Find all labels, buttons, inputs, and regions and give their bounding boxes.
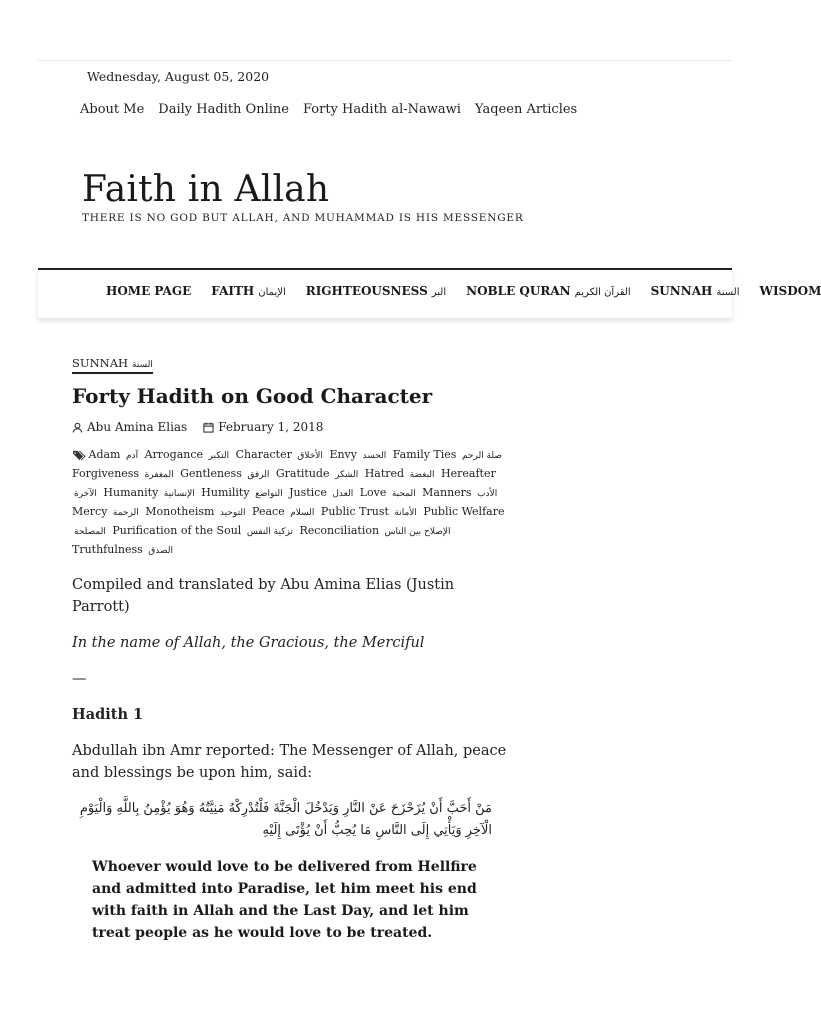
- main-nav-faith[interactable]: [211, 284, 285, 298]
- tag-link[interactable]: [145, 505, 245, 518]
- site-title[interactable]: Faith in Allah: [82, 169, 330, 210]
- tag-link[interactable]: [289, 486, 353, 499]
- tag-arabic: العدل: [332, 489, 354, 499]
- category-label: SUNNAH: [72, 356, 129, 370]
- tag-link[interactable]: [321, 505, 417, 518]
- top-nav-forty-hadith[interactable]: Forty Hadith al-Nawawi: [302, 102, 461, 117]
- tag-label: Character: [235, 448, 292, 461]
- tag-label: Mercy: [72, 505, 108, 518]
- tag-label: Hatred: [364, 467, 405, 480]
- main-nav-wisdom[interactable]: [759, 284, 821, 298]
- top-border: [38, 60, 732, 62]
- user-icon: [72, 422, 83, 433]
- calendar-icon: [203, 422, 214, 433]
- tag-label: Arrogance: [144, 448, 204, 461]
- main-nav-label: HOME PAGE: [106, 284, 192, 298]
- tag-label: Manners: [422, 486, 472, 499]
- tag-link[interactable]: [360, 486, 416, 499]
- header-date: Wednesday, August 05, 2020: [87, 69, 270, 84]
- author-link[interactable]: [72, 420, 187, 434]
- top-nav: [80, 102, 577, 117]
- hadith-translation: Whoever would love to be delivered from Hellfire and admitted into Paradise, let him meet his end with faith in Allah and the Last Day, and let him treat people as he would love to be treated.: [92, 859, 477, 941]
- tag-link[interactable]: [180, 467, 269, 480]
- main-nav-noble-quran[interactable]: [466, 284, 631, 298]
- tag-arabic: البغضة: [409, 470, 435, 480]
- tag-arabic: التواضع: [255, 489, 283, 499]
- tag-label: Public Welfare: [423, 505, 505, 518]
- tag-link[interactable]: [329, 448, 386, 461]
- tag-arabic: الآخرة: [74, 489, 97, 499]
- tag-arabic: المحبة: [391, 489, 416, 499]
- intro-text: Compiled and translated by Abu Amina Elias (Justin Parrott): [72, 577, 455, 615]
- tag-label: Reconciliation: [299, 524, 380, 537]
- tag-link[interactable]: [201, 486, 282, 499]
- tag-link[interactable]: [112, 524, 293, 537]
- tag-link[interactable]: [103, 486, 194, 499]
- tag-link[interactable]: [393, 448, 502, 461]
- main-nav-label: WISDOM: [759, 284, 821, 298]
- tag-list: [72, 446, 512, 560]
- tag-arabic: الحسد: [362, 451, 387, 461]
- main-nav-label: SUNNAH: [650, 284, 713, 298]
- article: [72, 352, 512, 944]
- tag-label: Gentleness: [180, 467, 242, 480]
- main-nav-arabic: البر: [431, 287, 447, 298]
- tag-arabic: تزكية النفس: [246, 527, 293, 537]
- tag-arabic: الرحمة: [112, 508, 139, 518]
- narration-text: Abdullah ibn Amr reported: The Messenger of Allah, peace and blessings be upon him, said:: [72, 743, 507, 781]
- tag-link[interactable]: [72, 505, 139, 518]
- main-nav-home[interactable]: [106, 284, 191, 298]
- article-meta: [72, 420, 512, 434]
- tag-link[interactable]: [72, 467, 174, 480]
- author-name: Abu Amina Elias: [87, 420, 188, 434]
- tag-arabic: التكبر: [208, 451, 230, 461]
- main-nav-sunnah[interactable]: [651, 284, 740, 298]
- article-title: Forty Hadith on Good Character: [72, 384, 433, 408]
- tag-label: Purification of the Soul: [112, 524, 242, 537]
- tag-arabic: الأخلاق: [297, 451, 323, 461]
- tag-arabic: الإصلاح بين الناس: [384, 527, 451, 537]
- tag-link[interactable]: [276, 467, 358, 480]
- main-nav-arabic: الإيمان: [258, 287, 286, 298]
- tag-label: Humility: [201, 486, 250, 499]
- tag-arabic: الأدب: [477, 489, 498, 499]
- tag-label: Forgiveness: [72, 467, 140, 480]
- tag-label: Love: [359, 486, 387, 499]
- bismillah-text: In the name of Allah, the Gracious, the Merciful: [72, 635, 425, 651]
- tag-link[interactable]: [422, 486, 497, 499]
- tag-link[interactable]: [72, 543, 173, 556]
- top-nav-about-me[interactable]: About Me: [80, 102, 145, 117]
- tag-arabic: السلام: [290, 508, 315, 518]
- tag-label: Public Trust: [320, 505, 389, 518]
- top-nav-daily-hadith[interactable]: Daily Hadith Online: [158, 102, 289, 117]
- site-branding: [82, 170, 524, 224]
- main-nav-bar: [38, 268, 821, 318]
- tag-arabic: الرفق: [247, 470, 270, 480]
- tag-link[interactable]: [299, 524, 450, 537]
- tag-arabic: الإنسانية: [163, 489, 195, 499]
- tag-arabic: الشكر: [334, 470, 359, 480]
- site-tagline: THERE IS NO GOD BUT ALLAH, AND MUHAMMAD IS HIS MESSENGER: [82, 212, 524, 224]
- tag-label: Justice: [289, 486, 327, 499]
- tag-label: Adam: [88, 448, 121, 461]
- category-link[interactable]: [72, 356, 153, 374]
- main-nav-label: RIGHTEOUSNESS: [305, 284, 428, 298]
- tag-link[interactable]: [252, 505, 314, 518]
- tag-link[interactable]: [365, 467, 435, 480]
- separator: —: [72, 671, 87, 687]
- main-nav: [106, 284, 821, 298]
- main-nav-righteousness[interactable]: [306, 284, 446, 298]
- tag-label: Peace: [252, 505, 285, 518]
- tag-label: Hereafter: [441, 467, 496, 480]
- page-shell: [38, 60, 821, 298]
- tag-label: Humanity: [103, 486, 159, 499]
- tag-label: Gratitude: [275, 467, 330, 480]
- tag-arabic: المغفرة: [144, 470, 174, 480]
- tag-arabic: آدم: [125, 451, 139, 461]
- hadith-heading: Hadith 1: [72, 706, 144, 723]
- tags-icon: [72, 450, 85, 461]
- tag-label: Truthfulness: [72, 543, 143, 556]
- main-nav-label: FAITH: [211, 284, 255, 298]
- main-nav-arabic: القرآن الكريم: [574, 287, 631, 298]
- main-nav-label: NOBLE QURAN: [466, 284, 571, 298]
- arabic-hadith-text: مَنْ أَحَبَّ أَنْ يُزَحْزَحَ عَنْ النَّارِ وَيَدْخُلَ الْجَنَّةَ فَلْتُدْرِكْهُ مَنِيَّتُهُ وَهُوَ يُؤْمِنُ بِاللَّهِ وَالْيَوْمِ الْآخِرِ وَيَأْتِي إِلَى النَّاسِ مَا يُحِبُّ أَنْ يُؤْتَى إِلَيْهِ: [79, 801, 492, 838]
- main-nav-arabic: السنة: [716, 287, 740, 298]
- date-link[interactable]: [203, 420, 323, 434]
- top-nav-yaqeen[interactable]: Yaqeen Articles: [474, 102, 578, 117]
- tag-label: Monotheism: [145, 505, 215, 518]
- tag-arabic: صلة الرحم: [461, 451, 503, 461]
- tag-link[interactable]: [236, 448, 323, 461]
- tag-arabic: الصدق: [148, 546, 174, 556]
- tag-link[interactable]: [145, 448, 230, 461]
- tag-link[interactable]: [89, 448, 139, 461]
- post-date: February 1, 2018: [218, 420, 324, 434]
- tag-label: Envy: [329, 448, 357, 461]
- tag-arabic: المصلحة: [74, 527, 106, 537]
- tag-label: Family Ties: [392, 448, 457, 461]
- tag-arabic: الأمانة: [394, 508, 417, 518]
- category-arabic: السنة: [132, 360, 153, 370]
- tag-container: [72, 448, 505, 556]
- tag-arabic: التوحيد: [219, 508, 246, 518]
